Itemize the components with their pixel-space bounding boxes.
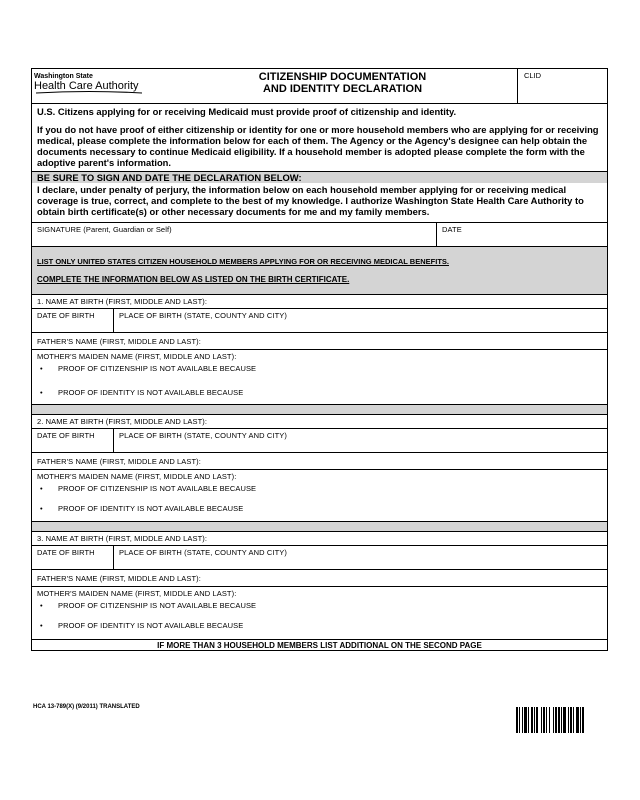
bullet-icon: •	[40, 364, 43, 373]
member-1-pob-field[interactable]	[114, 309, 607, 332]
list-instruction-line1: LIST ONLY UNITED STATES CITIZEN HOUSEHOLD MEMBERS APPLYING FOR OR RECEIVING MEDICAL BENEFITS.	[37, 257, 449, 266]
member-name-label: 2. NAME AT BIRTH (FIRST, MIDDLE AND LAST):	[37, 417, 208, 426]
member-1-mother-field[interactable]	[32, 349, 607, 363]
pob-label: PLACE OF BIRTH (STATE, COUNTY AND CITY)	[119, 548, 287, 557]
mother-label: MOTHER'S MAIDEN NAME (FIRST, MIDDLE AND LAST):	[37, 589, 237, 598]
barcode-bar	[576, 707, 579, 733]
barcode	[516, 707, 608, 733]
member-2-proof-identity-field[interactable]	[32, 503, 607, 521]
member-2-proof-citizenship-field[interactable]	[32, 483, 607, 503]
pob-label: PLACE OF BIRTH (STATE, COUNTY AND CITY)	[119, 431, 287, 440]
member-2-pob-field[interactable]	[114, 429, 607, 452]
proof-identity-label: PROOF OF IDENTITY IS NOT AVAILABLE BECAUSE	[58, 621, 244, 630]
dob-label: DATE OF BIRTH	[37, 311, 95, 320]
barcode-bar	[519, 707, 520, 733]
proof-citizenship-label: PROOF OF CITIZENSHIP IS NOT AVAILABLE BECAUSE	[58, 601, 257, 610]
member-name-label: 1. NAME AT BIRTH (FIRST, MIDDLE AND LAST):	[37, 297, 208, 306]
pob-label: PLACE OF BIRTH (STATE, COUNTY AND CITY)	[119, 311, 287, 320]
member-3-proof-citizenship-field[interactable]	[32, 600, 607, 620]
clid-label: CLID	[524, 71, 542, 80]
barcode-bar	[516, 707, 518, 733]
form-title-line2: AND IDENTITY DECLARATION	[262, 83, 423, 95]
father-label: FATHER'S NAME (FIRST, MIDDLE AND LAST):	[37, 457, 201, 466]
member-name-label: 3. NAME AT BIRTH (FIRST, MIDDLE AND LAST):	[37, 534, 208, 543]
member-2-mother-field[interactable]	[32, 469, 607, 483]
intro-paragraph-2: If you do not have proof of either citizenship or identity for one or more household members who are applying for or receiving medical, please complete the information below for each of them. The Agency or the Agency's designee can help obtain the documents necessary to continue Medicaid eligibility. If a household member is adopted please complete the form with the adoptive parent's information.	[37, 124, 599, 168]
proof-citizenship-label: PROOF OF CITIZENSHIP IS NOT AVAILABLE BECAUSE	[58, 484, 257, 493]
barcode-bar	[528, 707, 529, 733]
form-header	[32, 69, 607, 103]
bullet-icon: •	[40, 388, 43, 397]
proof-identity-label: PROOF OF IDENTITY IS NOT AVAILABLE BECAUSE	[58, 388, 244, 397]
barcode-bar	[541, 707, 542, 733]
member-3-father-field[interactable]	[32, 569, 607, 586]
member-1-father-field[interactable]	[32, 332, 607, 349]
barcode-bar	[580, 707, 581, 733]
member-2-dob-field[interactable]	[32, 429, 114, 452]
hca-logo	[32, 69, 168, 103]
member-2-name-field[interactable]	[32, 414, 607, 428]
signature-field[interactable]	[32, 223, 436, 246]
barcode-bar	[563, 707, 566, 733]
logo-org-line2: Health Care Authority	[34, 80, 139, 92]
member-1-dob-field[interactable]	[32, 309, 114, 332]
bullet-icon: •	[40, 484, 43, 493]
signature-date-field[interactable]	[436, 223, 607, 246]
barcode-bar	[558, 707, 560, 733]
barcode-bar	[549, 707, 550, 733]
proof-citizenship-label: PROOF OF CITIZENSHIP IS NOT AVAILABLE BECAUSE	[58, 364, 257, 373]
member-3-mother-field[interactable]	[32, 586, 607, 600]
citizenship-declaration-form	[31, 68, 608, 651]
intro-paragraph-1: U.S. Citizens applying for or receiving Medicaid must provide proof of citizenship and identity.	[37, 106, 457, 117]
signature-row	[32, 222, 607, 246]
signature-label: SIGNATURE (Parent, Guardian or Self)	[37, 225, 172, 234]
bullet-icon: •	[40, 621, 43, 630]
list-instructions-banner	[32, 246, 607, 294]
member-2-father-field[interactable]	[32, 452, 607, 469]
member-3-name-field[interactable]	[32, 531, 607, 545]
additional-members-note: IF MORE THAN 3 HOUSEHOLD MEMBERS LIST ADDITIONAL ON THE SECOND PAGE	[32, 639, 607, 650]
bullet-icon: •	[40, 601, 43, 610]
barcode-bar	[570, 707, 572, 733]
member-3-birth-row	[32, 545, 607, 569]
proof-identity-label: PROOF OF IDENTITY IS NOT AVAILABLE BECAUSE	[58, 504, 244, 513]
member-3-pob-field[interactable]	[114, 546, 607, 569]
barcode-bar	[522, 707, 523, 733]
form-title-line1: CITIZENSHIP DOCUMENTATION	[258, 71, 427, 83]
barcode-bar	[582, 707, 584, 733]
barcode-bar	[524, 707, 527, 733]
member-1-proof-citizenship-field[interactable]	[32, 363, 607, 387]
member-3-proof-identity-field[interactable]	[32, 620, 607, 639]
logo-org-line1: Washington State	[34, 73, 93, 80]
member-1-birth-row	[32, 308, 607, 332]
barcode-bar	[531, 707, 533, 733]
member-1-proof-identity-field[interactable]	[32, 387, 607, 404]
barcode-bar	[573, 707, 574, 733]
barcode-bar	[536, 707, 538, 733]
section-divider	[32, 404, 607, 414]
sign-banner: BE SURE TO SIGN AND DATE THE DECLARATION BELOW:	[32, 171, 607, 183]
section-divider	[32, 521, 607, 531]
barcode-bar	[534, 707, 535, 733]
barcode-bar	[543, 707, 545, 733]
father-label: FATHER'S NAME (FIRST, MIDDLE AND LAST):	[37, 574, 201, 583]
dob-label: DATE OF BIRTH	[37, 431, 95, 440]
barcode-bar	[546, 707, 547, 733]
father-label: FATHER'S NAME (FIRST, MIDDLE AND LAST):	[37, 337, 201, 346]
mother-label: MOTHER'S MAIDEN NAME (FIRST, MIDDLE AND LAST):	[37, 472, 237, 481]
barcode-bar	[568, 707, 569, 733]
barcode-bar	[555, 707, 557, 733]
member-1-name-field[interactable]	[32, 294, 607, 308]
member-3-dob-field[interactable]	[32, 546, 114, 569]
mother-label: MOTHER'S MAIDEN NAME (FIRST, MIDDLE AND LAST):	[37, 352, 237, 361]
member-2-birth-row	[32, 428, 607, 452]
bullet-icon: •	[40, 504, 43, 513]
barcode-bar	[561, 707, 562, 733]
intro-section	[32, 103, 607, 171]
declaration-text: I declare, under penalty of perjury, the information below on each household member applying for or receiving medical coverage is true, correct, and complete to the best of my knowledge. I authorize Washington State Health Care Authority to obtain birth certificate(s) or other necessary documents for me and my family members.	[37, 184, 584, 217]
form-title	[168, 69, 517, 103]
form-number: HCA 13-789(X) (9/2011) TRANSLATED	[33, 704, 140, 710]
barcode-bar	[553, 707, 554, 733]
date-label: DATE	[442, 225, 462, 234]
clid-field[interactable]	[517, 69, 607, 103]
dob-label: DATE OF BIRTH	[37, 548, 95, 557]
list-instruction-line2: COMPLETE THE INFORMATION BELOW AS LISTED ON THE BIRTH CERTIFICATE.	[37, 275, 350, 284]
